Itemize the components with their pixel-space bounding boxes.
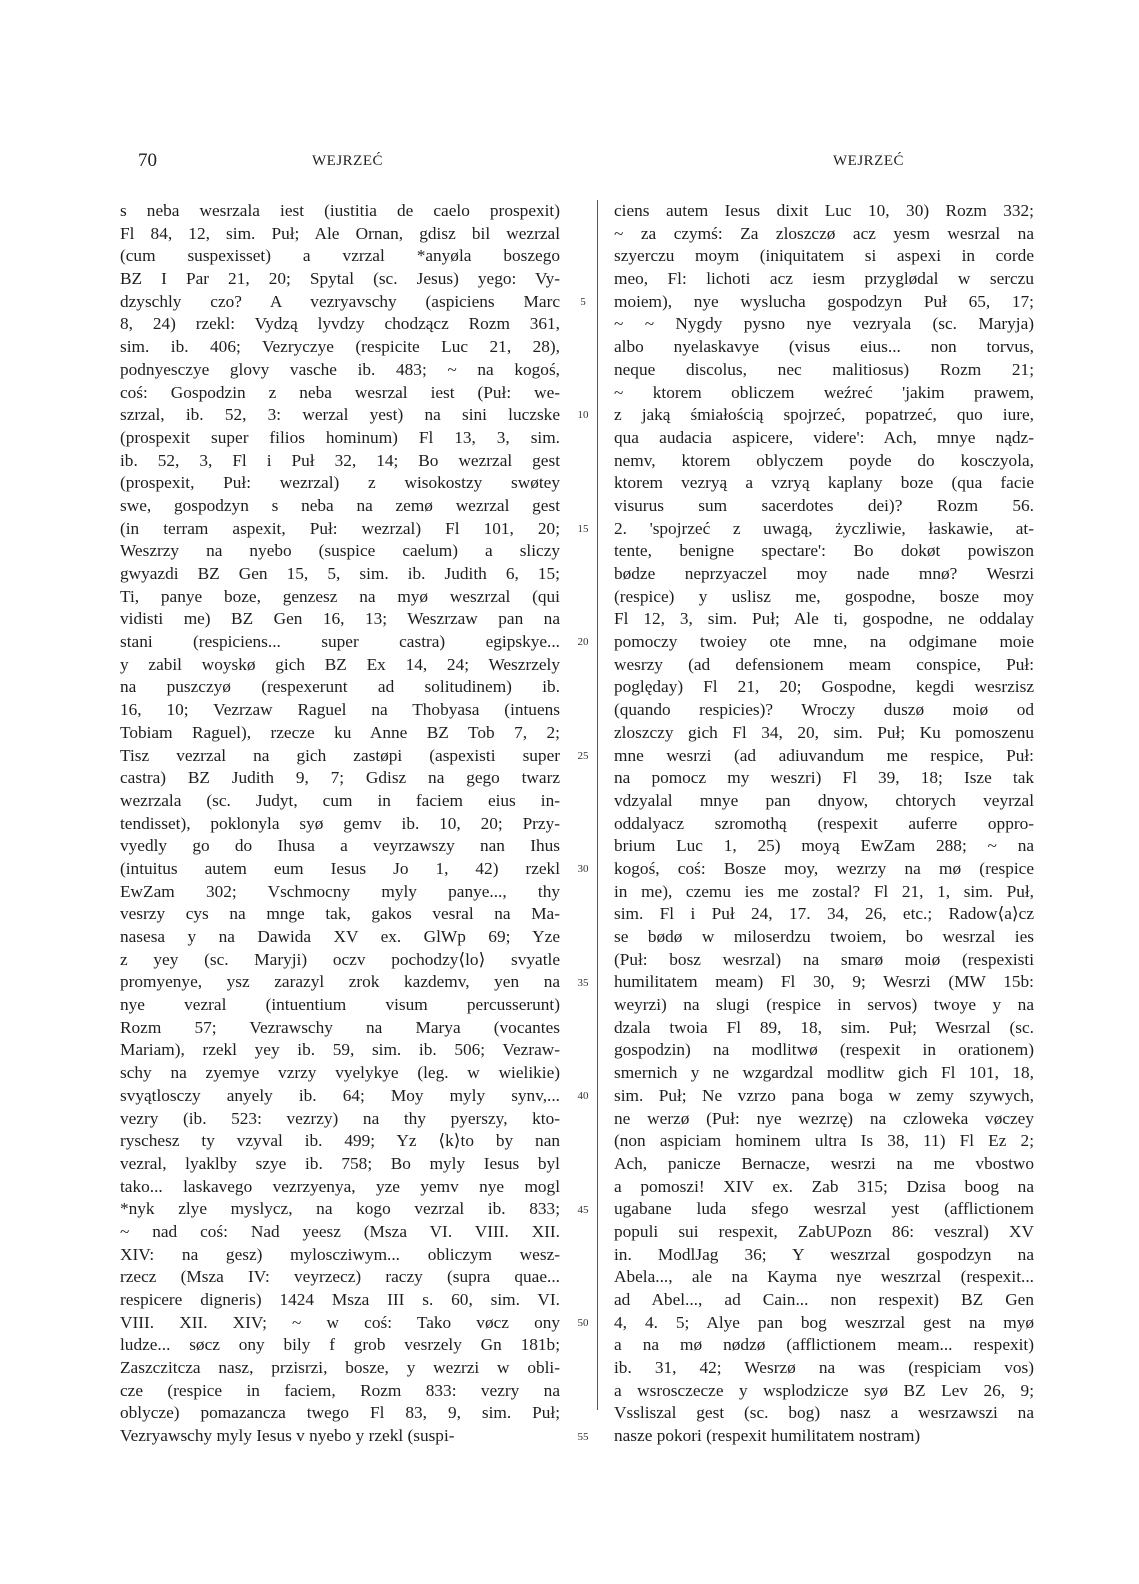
right-column-line: (non aspiciam hominem ultra Is 38, 11) Fl Ez 2;: [614, 1131, 1034, 1151]
left-column-line: (in terram aspexit, Puł: wezrzal) Fl 101, 20;: [120, 518, 560, 538]
left-column-line: oblycze) pomazancza twego Fl 83, 9, sim. Puł;: [120, 1403, 560, 1423]
left-column-line: BZ I Par 21, 20; Spytal (sc. Jesus) yego: Vy-: [120, 269, 560, 289]
left-column-line: vyedly go do Ihusa a veyrzawszy nan Ihus: [120, 836, 560, 856]
left-column-line: (cum suspexisset) a vzrzal *anyøla boszego: [120, 246, 560, 266]
right-column-line: szyerczu moym (iniquitatem si aspexi in corde: [614, 246, 1034, 266]
left-column-line: vesrzy cys na mnge tak, gakos vesral na Ma-: [120, 904, 560, 924]
left-column-line: XIV: na gesz) myloscziwym... obliczym wesz-: [120, 1244, 560, 1264]
right-column-line: (quando respicies)? Wroczy duszø moiø od: [614, 700, 1034, 720]
left-column-line: ryschesz ty vzyval ib. 499; Yz ⟨k⟩to by nan: [120, 1131, 560, 1151]
right-column-line: populi sui respexit, ZabUPozn 86: veszral) XV: [614, 1221, 1034, 1241]
left-column-line: 8, 24) rzekl: Vydzą lyvdzy chodzącz Rozm 361,: [120, 314, 560, 334]
left-column-line: 16, 10; Vezrzaw Raguel na Thobyasa (intuens: [120, 700, 560, 720]
left-column-line: vezry (ib. 523: vezrzy) na thy pyerszy, kto-: [120, 1108, 560, 1128]
right-column-line: a na mø nødzø (afflictionem meam... respexit): [614, 1335, 1034, 1355]
right-column-line: ciens autem Iesus dixit Luc 10, 30) Rozm 332;: [614, 201, 1034, 220]
right-column-line: zloszczy gich Fl 34, 20, sim. Puł; Ku pomoszenu: [614, 722, 1034, 742]
right-column-line: a pomoszi! XIV ex. Zab 315; Dzisa boog na: [614, 1176, 1034, 1196]
left-column-line: castra) BZ Judith 9, 7; Gdisz na gego twarz: [120, 768, 560, 788]
left-column-line: vezral, lyaklby szye ib. 758; Bo myly Iesus byl: [120, 1153, 560, 1173]
right-column-line: bødze neprzyaczel moy nade mnø? Wesrzi: [614, 564, 1034, 583]
right-column-line: Ach, panicze Bernacze, wesrzi na me vbostwo: [614, 1153, 1034, 1173]
left-column-line: schy na zyemye vzrzy vyelykye (leg. w wielikie): [120, 1063, 560, 1083]
line-number: 20: [577, 636, 589, 649]
left-column-line: VIII. XII. XIV; ~ w coś: Tako vøcz ony: [120, 1312, 560, 1332]
right-column-line: 4, 4. 5; Alye pan bog weszrzal gest na myø: [614, 1312, 1034, 1332]
right-column-line: sim. Puł; Ne vzrzo pana boga w zemy szywych,: [614, 1085, 1034, 1105]
right-column-line: ib. 31, 42; Wesrzø na was (respiciam vos): [614, 1358, 1034, 1378]
left-column-line: Zaszczitcza nasz, przisrzi, bosze, y wezrzi w obli-: [120, 1358, 560, 1378]
right-column: [614, 200, 1034, 1448]
right-column-line: wesrzy (ad defensionem meam conspice, Puł:: [614, 654, 1034, 674]
left-column-line: (intuitus autem eum Iesus Jo 1, 42) rzekl: [120, 858, 560, 878]
left-column: [120, 200, 560, 1448]
left-column-line: dzyschly czo? A vezryavschy (aspiciens Marc: [120, 291, 560, 311]
left-column-line: tako... laskavego vezrzyenya, yze yemv nye mogl: [120, 1176, 560, 1196]
left-column-line: Ti, panye boze, genzesz na myø weszrzal (qui: [120, 586, 560, 606]
left-column-line: cze (respice in faciem, Rozm 833: vezry na: [120, 1380, 560, 1400]
left-column-line: na puszczyø (respexerunt ad solitudinem) ib.: [120, 677, 560, 697]
left-column-line: svyątlosczy anyely ib. 64; Moy myly synv,...: [120, 1085, 560, 1105]
right-column-line: 2. 'spojrzeć z uwagą, życzliwie, łaskawie, at-: [614, 518, 1034, 538]
left-column-line: gwyazdi BZ Gen 15, 5, sim. ib. Judith 6, 15;: [120, 564, 560, 583]
left-column-line: *nyk zlye myslycz, na kogo vezrzal ib. 833;: [120, 1199, 560, 1219]
left-column-line: respicere digneris) 1424 Msza III s. 60, sim. VI.: [120, 1290, 560, 1309]
right-column-line: meo, Fl: lichoti acz iesm przyglødal w serczu: [614, 269, 1034, 289]
right-column-line: se bødø w miloserdzu twoiem, bo wesrzal ies: [614, 927, 1034, 946]
right-column-line: in. ModlJag 36; Y weszrzal gospodzyn na: [614, 1244, 1034, 1264]
right-column-line: ktorem vezryą a vzryą kaplany boze (qua facie: [614, 473, 1034, 493]
right-column-line: a wsrosczecze y wsplodzicze syø BZ Lev 26, 9;: [614, 1380, 1034, 1400]
right-column-line: ne werzø (Puł: nye wezrzę) na czloweka vøczey: [614, 1108, 1034, 1128]
left-column-line: Weszrzy na nyebo (suspice caelum) a sliczy: [120, 541, 560, 561]
left-column-line: wezrzala (sc. Judyt, cum in faciem eius in-: [120, 790, 560, 810]
left-column-line: nasesa y na Dawida XV ex. GlWp 69; Yze: [120, 927, 560, 946]
right-column-line: mne wesrzi (ad adiuvandum me respice, Puł:: [614, 745, 1034, 765]
line-number: 35: [577, 976, 589, 989]
right-column-line: qua audacia aspicere, videre': Ach, mnye nądz-: [614, 427, 1034, 447]
left-column-line: Tisz vezrzal na gich zastøpi (aspexisti super: [120, 745, 560, 765]
right-column-line: humilitatem meam) Fl 30, 9; Wesrzi (MW 15b:: [614, 972, 1034, 992]
line-number: 55: [577, 1430, 589, 1443]
left-column-line: nye vezral (intuentium visum percusserunt): [120, 995, 560, 1015]
right-column-line: ~ ktorem obliczem weźreć 'jakim prawem,: [614, 382, 1034, 402]
left-column-line: ludze... søcz ony bily f grob vesrzely Gn 181b;: [120, 1335, 560, 1355]
right-column-line: visurus sum sacerdotes dei)? Rozm 56.: [614, 495, 1034, 515]
left-column-line: ib. 52, 3, Fl i Puł 32, 14; Bo wezrzal gest: [120, 450, 560, 470]
left-column-line: rzecz (Msza IV: veyrzecz) raczy (supra quae...: [120, 1267, 560, 1287]
left-column-line: promyenye, ysz zarazyl zrok kazdemv, yen na: [120, 972, 560, 992]
right-column-line: Abela..., ale na Kayma nye weszrzal (respexit...: [614, 1267, 1034, 1287]
line-number: 30: [577, 863, 589, 876]
line-number: 25: [577, 749, 589, 762]
left-column-line: (prospexit, Puł: wezrzal) z wisokostzy swøtey: [120, 473, 560, 493]
line-number: 15: [577, 522, 589, 535]
left-column-line: vidisti me) BZ Gen 16, 13; Weszrzaw pan na: [120, 609, 560, 629]
right-column-line: z jaką śmiałością spojrzeć, popatrzeć, quo iure,: [614, 405, 1034, 425]
line-number: 45: [577, 1203, 589, 1216]
left-column-line: EwZam 302; Vschmocny myly panye..., thy: [120, 881, 560, 901]
running-head-left: WEJRZEĆ: [312, 153, 383, 169]
left-column-line: tendisset), poklonyla syø gemv ib. 10, 20; Przy-: [120, 813, 560, 833]
right-column-line: ~ ~ Nygdy pysno nye vezryala (sc. Maryja): [614, 314, 1034, 334]
right-column-line: oddalyacz szromothą (respexit auferre oppro-: [614, 813, 1034, 833]
left-column-line: Tobiam Raguel), rzecze ku Anne BZ Tob 7, 2;: [120, 722, 560, 742]
left-column-line: Vezryawschy myly Iesus v nyebo y rzekl (suspi-: [120, 1426, 455, 1446]
running-head-right: WEJRZEĆ: [833, 153, 904, 169]
right-column-line: nemv, ktorem oblyczem poyde do kosczyola,: [614, 450, 1034, 470]
left-column-line: stani (respiciens... super castra) egipskye...: [120, 632, 560, 652]
right-column-line: pomoczy twoiey ote mne, na odgimane moie: [614, 632, 1034, 652]
right-column-line: ugabane luda sfego wesrzal yest (afflictionem: [614, 1199, 1034, 1219]
right-column-line: Fl 12, 3, sim. Puł; Ale ti, gospodne, ne oddalay: [614, 609, 1034, 629]
right-column-line: ~ za czymś: Za zloszczø acz yesm wesrzal na: [614, 223, 1034, 243]
right-column-line: neque discolus, nec malitiosus) Rozm 21;: [614, 359, 1034, 379]
left-column-line: Mariam), rzekl yey ib. 59, sim. ib. 506; Vezraw-: [120, 1040, 560, 1060]
left-column-line: s neba wesrzala iest (iustitia de caelo prospexit): [120, 201, 560, 220]
left-column-line: ~ nad coś: Nad yeesz (Msza VI. VIII. XII.: [120, 1221, 560, 1241]
right-column-line: dzala twoia Fl 89, 18, sim. Puł; Wesrzal (sc.: [614, 1017, 1034, 1037]
left-column-line: swe, gospodzyn s neba na zemø wezrzal gest: [120, 495, 560, 515]
right-column-line: moiem), nye wyslucha gospodzyn Puł 65, 17;: [614, 291, 1034, 311]
right-column-line: nasze pokori (respexit humilitatem nostram): [614, 1426, 921, 1446]
right-column-line: gospodzin) na modlitwø (respexit in orationem): [614, 1040, 1034, 1060]
right-column-line: smernich y ne wzgardzal modlitw gich Fl 101, 18,: [614, 1063, 1034, 1083]
left-column-line: z yey (sc. Maryji) oczv pochodzy⟨lo⟩ svyatle: [120, 949, 560, 969]
line-number: 5: [580, 295, 586, 308]
right-column-line: vdzyalal mnye pan dnyow, chtorych veyrzal: [614, 790, 1034, 810]
left-column-line: y zabil woyskø gich BZ Ex 14, 24; Weszrzely: [120, 654, 560, 674]
left-column-line: sim. ib. 406; Vezryczye (respicite Luc 21, 28),: [120, 337, 560, 357]
right-column-line: kogoś, coś: Bosze moy, wezrzy na mø (respice: [614, 858, 1034, 878]
right-column-line: brium Luc 1, 25) moyą EwZam 288; ~ na: [614, 836, 1034, 856]
left-column-line: Rozm 57; Vezrawschy na Marya (vocantes: [120, 1017, 560, 1037]
page-number: 70: [138, 150, 157, 171]
right-column-line: albo nyelaskavye (visus eius... non torvus,: [614, 337, 1034, 357]
left-column-line: szrzal, ib. 52, 3: werzal yest) na sini luczske: [120, 405, 560, 425]
left-column-line: coś: Gospodzin z neba wesrzal iest (Puł: we-: [120, 382, 560, 402]
left-column-line: podnyesczye glovy vasche ib. 483; ~ na kogoś,: [120, 359, 560, 379]
right-column-line: na pomocz my weszri) Fl 39, 18; Isze tak: [614, 768, 1034, 788]
right-column-line: poględay) Fl 21, 20; Gospodne, kegdi wesrzisz: [614, 677, 1034, 697]
line-number: 40: [577, 1090, 589, 1103]
column-divider: [597, 200, 598, 1410]
right-column-line: tente, benigne spectare': Bo dokøt powiszon: [614, 541, 1034, 561]
left-column-line: (prospexit super filios hominum) Fl 13, 3, sim.: [120, 427, 560, 447]
line-number: 10: [577, 409, 589, 422]
left-column-line: Fl 84, 12, sim. Puł; Ale Ornan, gdisz bil wezrzal: [120, 223, 560, 243]
right-column-line: ad Abel..., ad Cain... non respexit) BZ Gen: [614, 1290, 1034, 1309]
right-column-line: (respice) y uslisz me, gospodne, bosze moy: [614, 586, 1034, 606]
line-number: 50: [577, 1317, 589, 1330]
right-column-line: in me), czemu ies me zostal? Fl 21, 1, sim. Puł,: [614, 881, 1034, 901]
right-column-line: weyrzi) na slugi (respice in servos) twoye y na: [614, 995, 1034, 1015]
right-column-line: Vssliszal gest (sc. bog) nasz a wesrzawszi na: [614, 1403, 1034, 1423]
right-column-line: (Puł: bosz wesrzal) na smarø moiø (respexisti: [614, 949, 1034, 969]
right-column-line: sim. Fl i Puł 24, 17. 34, 26, etc.; Radow⟨a⟩cz: [614, 904, 1034, 924]
